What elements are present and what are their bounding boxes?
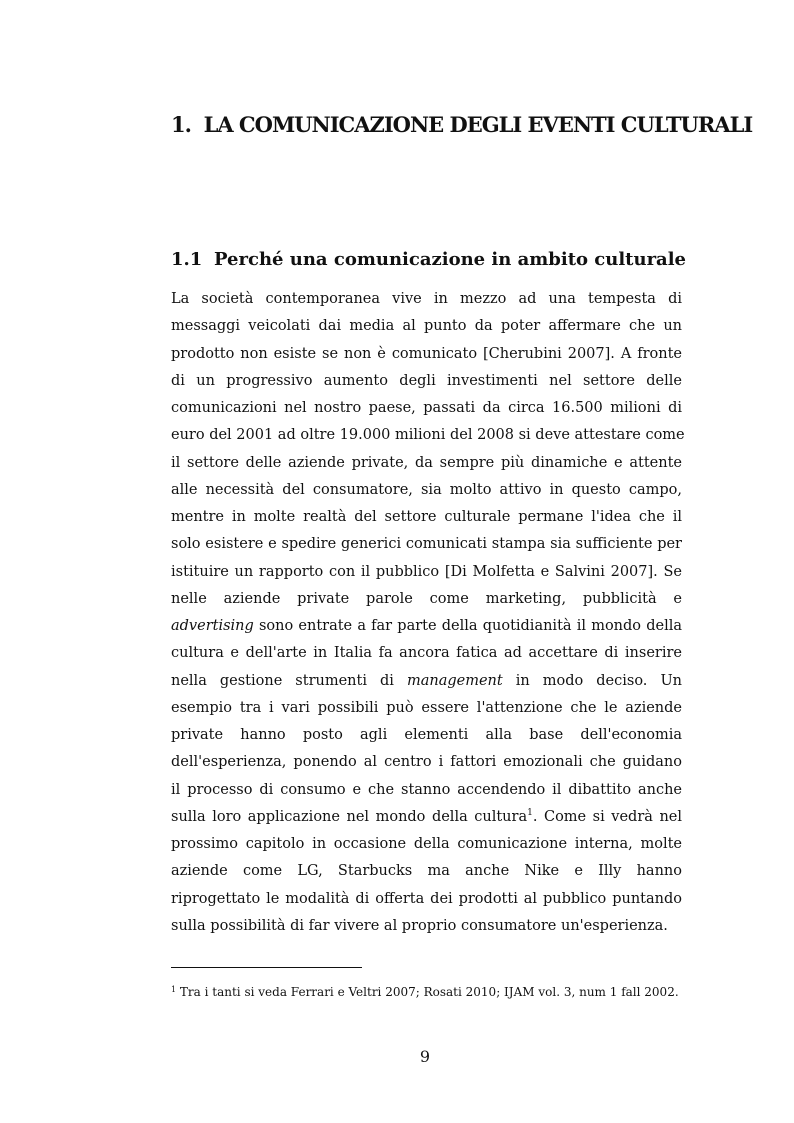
text-segment: sulla loro applicazione nel mondo della cultura [171,808,528,825]
text-segment: nella gestione strumenti di [171,672,407,689]
chapter-number: 1. [171,112,191,137]
italic-term: management [406,672,503,689]
italic-term: advertising [171,618,254,634]
text-line: dell'esperienza, ponendo al centro i fattori emozionali che guidano [171,754,682,771]
text-line: sulla possibilità di far vivere al proprio consumatore un'esperienza. [171,917,668,934]
text-segment: in modo deciso. Un [502,672,682,689]
section-number: 1.1 [171,249,203,270]
footnote-reference[interactable]: 1 [527,807,533,818]
text-line: prossimo capitolo in occasione della comunicazione interna, molte [171,836,682,852]
text-line: istituire un rapporto con il pubblico [Di Molfetta e Salvini 2007]. Se [171,563,682,580]
text-segment: sono entrate a far parte della quotidianità il mondo della [253,618,682,634]
section-title-text: Perché una comunicazione in ambito culturale [214,249,687,270]
footnote-marker: 1 [171,985,177,994]
text-line: esempio tra i vari possibili può essere l'attenzione che le aziende [171,699,682,716]
text-line: euro del 2001 ad oltre 19.000 milioni del 2008 si deve attestare come [171,427,685,444]
footnote-separator [171,967,362,968]
text-line [171,804,682,831]
text-line: il processo di consumo e che stanno accendendo il dibattito anche [171,781,682,798]
text-line [171,613,682,640]
text-line: riprogettato le modalità di offerta dei prodotti al pubblico puntando [171,890,682,907]
section-heading [171,249,691,270]
text-line: il settore delle aziende private, da sempre più dinamiche e attente [171,454,682,471]
text-line: cultura e dell'arte in Italia fa ancora fatica ad accettare di inserire [171,645,682,662]
body-paragraph [171,286,685,940]
page-number: 9 [419,1047,431,1066]
text-line: aziende come LG, Starbucks ma anche Nike e Illy hanno [171,863,682,880]
text-line [171,668,682,695]
text-line: di un progressivo aumento degli investimenti nel settore delle [171,372,682,389]
chapter-title-text: LA COMUNICAZIONE DEGLI EVENTI CULTURALI [203,112,753,137]
text-line: solo esistere e spedire generici comunicati stampa sia sufficiente per [171,536,682,553]
text-line: alle necessità del consumatore, sia molto attivo in questo campo, [171,481,682,498]
text-line: nelle aziende private parole come marketing, pubblicità e [171,590,682,607]
footnote-text: Tra i tanti si veda Ferrari e Veltri 2007; Rosati 2010; IJAM vol. 3, num 1 fall 2002. [176,985,679,999]
text-line: private hanno posto agli elementi alla base dell'economia [171,727,682,743]
footnote [171,985,691,999]
text-line: La società contemporanea vive in mezzo ad una tempesta di [171,291,682,307]
text-segment: . Come si vedrà nel [532,808,682,825]
chapter-title [171,112,753,137]
text-line: mentre in molte realtà del settore culturale permane l'idea che il [171,509,682,525]
text-line: comunicazioni nel nostro paese, passati da circa 16.500 milioni di [171,400,682,416]
text-line: messaggi veicolati dai media al punto da poter affermare che un [171,318,682,335]
text-line: prodotto non esiste se non è comunicato [Cherubini 2007]. A fronte [171,345,682,362]
